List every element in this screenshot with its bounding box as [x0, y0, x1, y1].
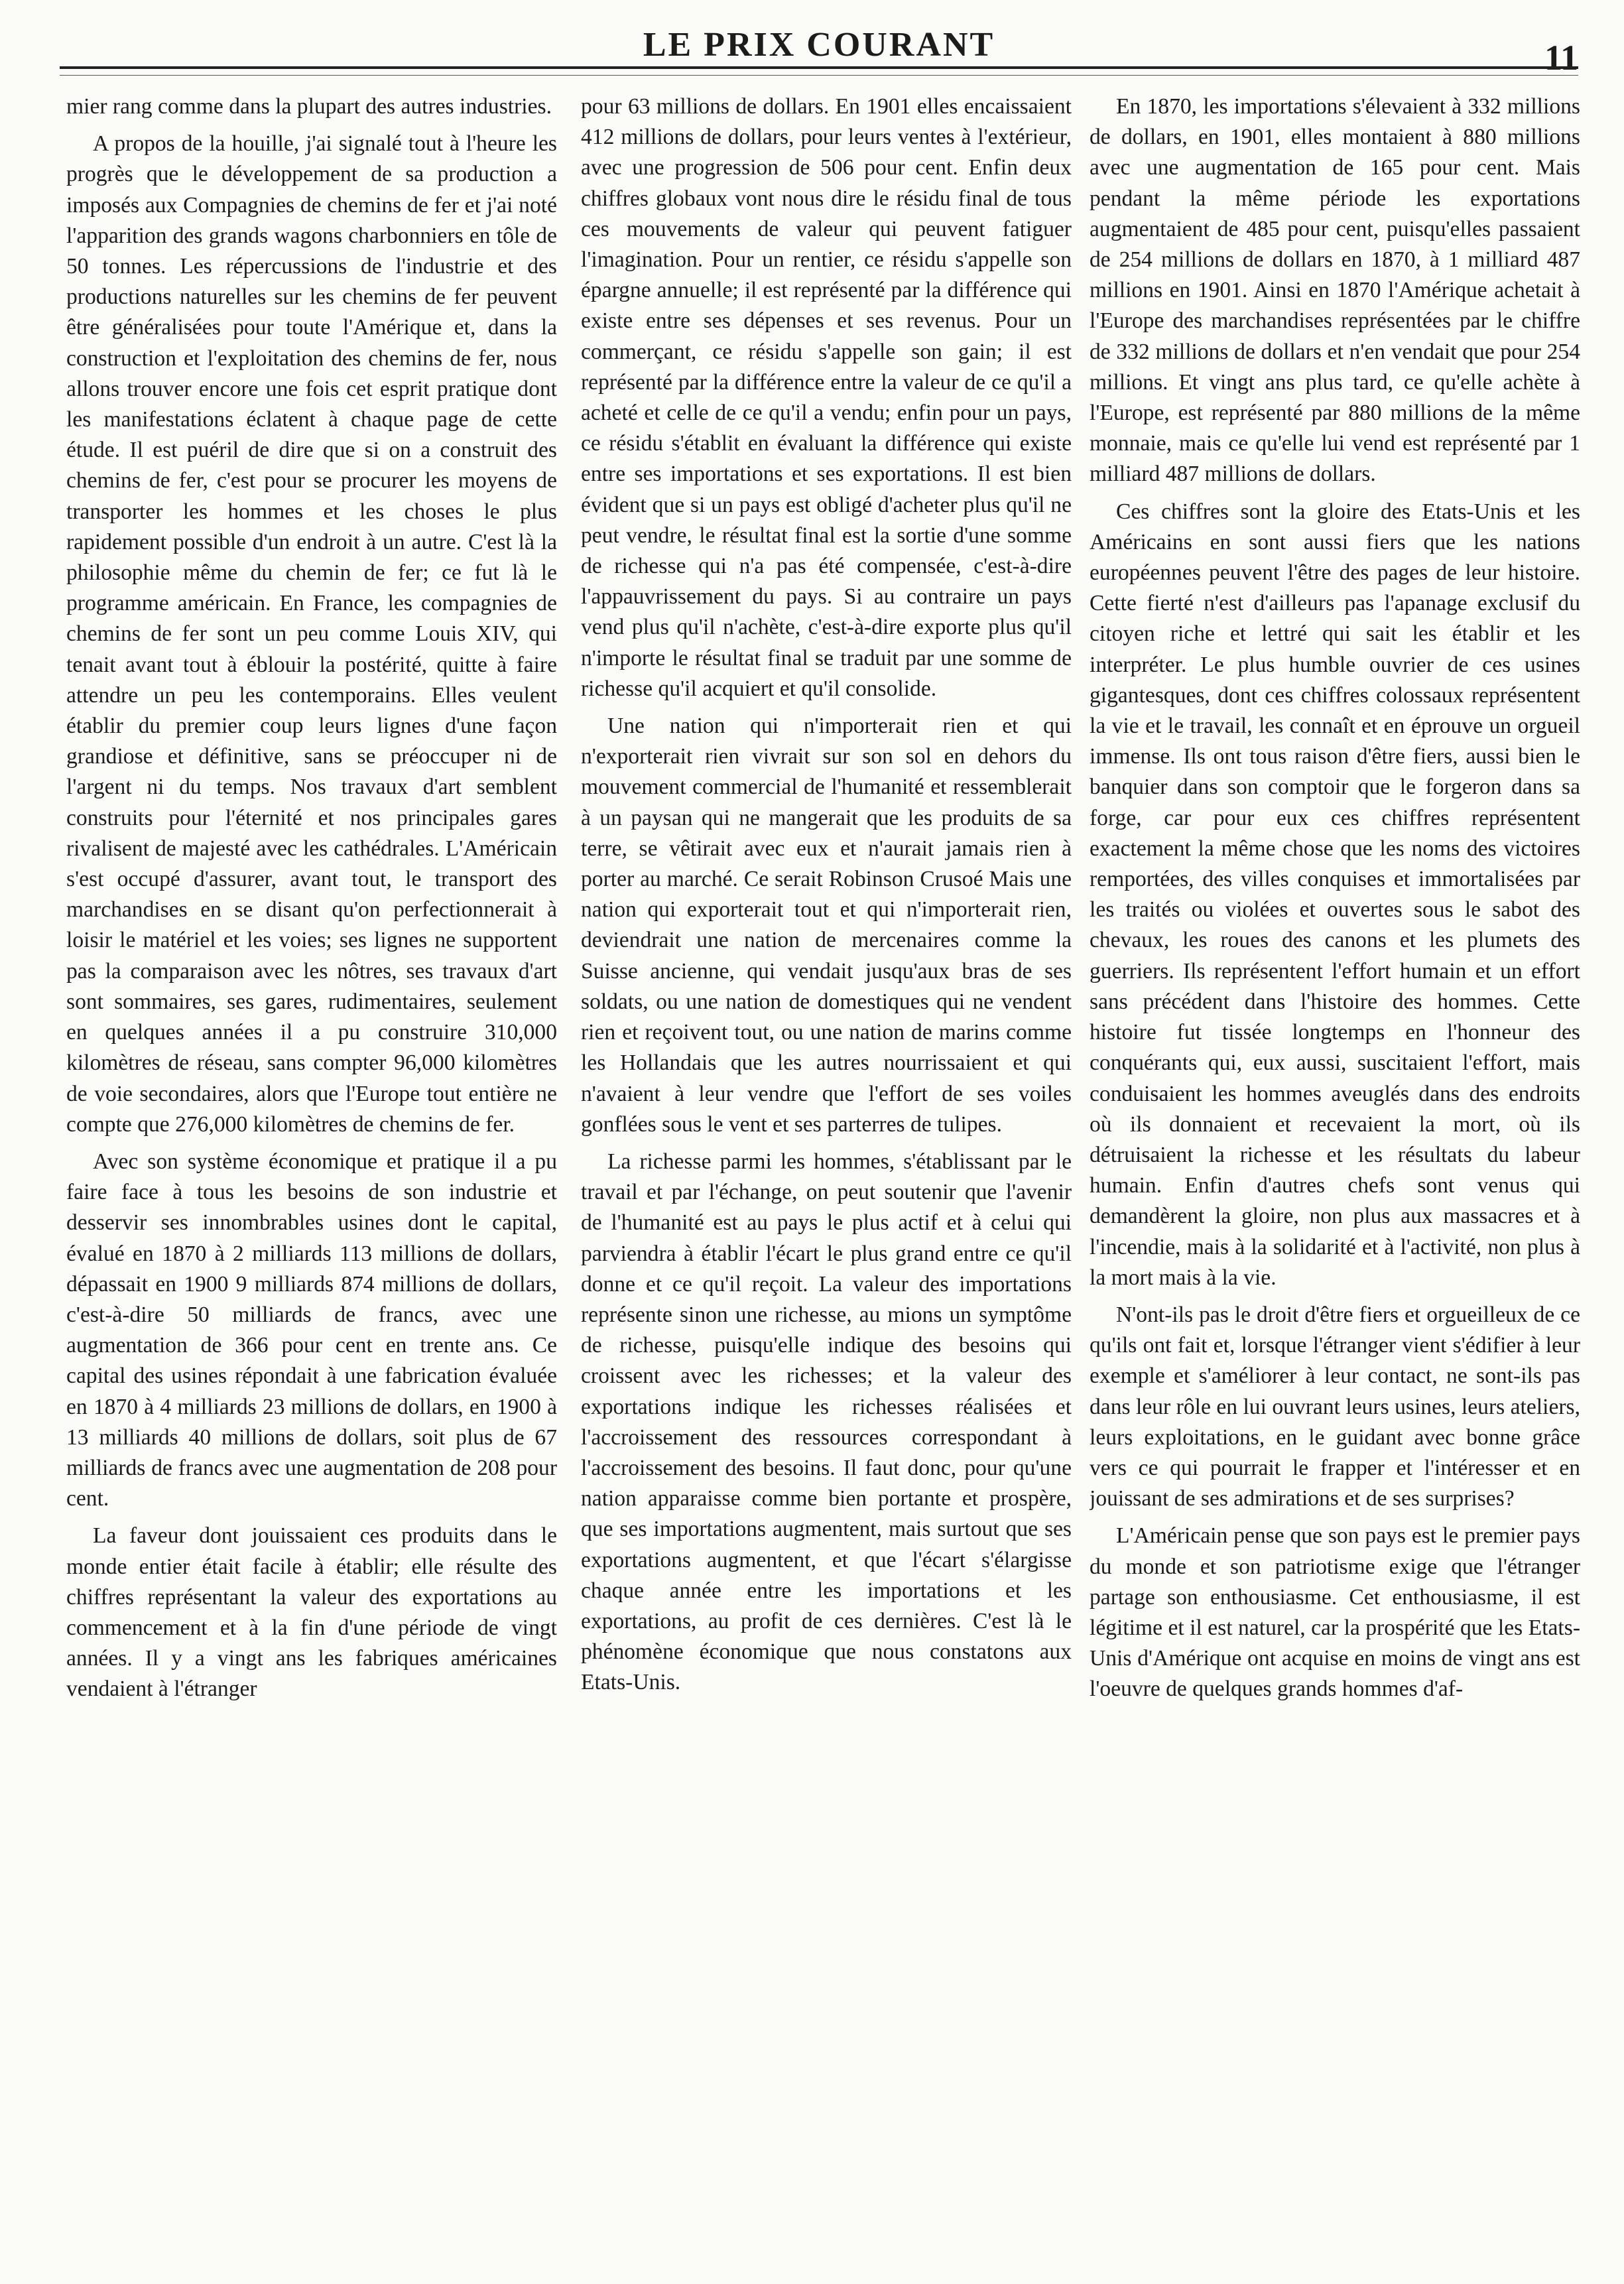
paragraph: L'Américain pense que son pays est le premier pays du monde et son patriotisme exige que l'étranger partage son enthousiasme. Cet enthousiasme, il est légitime et il est naturel, car la prospérité que les Etats-Unis d'Amérique ont acquise en moins de vingt ans est l'oeuvre de quelques grands hommes d'af- [1090, 1523, 1580, 1702]
paragraph: Une nation qui n'importerait rien et qui n'exporterait rien vivrait sur son sol en dehors du mouvement commercial de l'humanité et ressemblerait à un paysan qui ne mangerait que les produits de sa terre, se vêtirait avec eux et n'aurait jamais rien à porter au marché. Ce serait Robinson Crusoé Mais une nation qui exporterait tout et qui n'importerait rien, deviendrait une nation de mercenaires comme la Suisse ancienne, qui vendait jusqu'aux bras de ses soldats, ou une nation de domestiques qui ne vendent rien et reçoivent tout, ou une nation de marins comme les Hollandais que les autres nourrissaient et qui n'avaient à leur vendre que l'effort de ses voiles gonflées sous le vent et ses parterres de tulipes. [581, 714, 1072, 1137]
header-rule [60, 66, 1578, 76]
paragraph: La richesse parmi les hommes, s'établissant par le travail et par l'échange, on peut soutenir que l'avenir de l'humanité est au pays le plus actif et à celui qui parviendra à établir l'écart le plus grand entre ce qu'il donne et ce qu'il reçoit. La valeur des importations représente sinon une richesse, au mions un symptôme de richesse, puisqu'elle indique des besoins qui croissent avec les richesses; et la valeur des exportations indique les richesses réalisées et l'accroissement des ressources correspondant à l'accroissement des besoins. Il faut donc, pour qu'une nation apparaisse comme bien portante et prospère, que ses importations augmentent, mais surtout que ses exportations augmentent, et que l'écart s'élargisse chaque année entre les importations et les exportations, au profit de ces dernières. C'est là le phénomène économique que nous constatons aux Etats-Unis. [581, 1149, 1072, 1695]
text-column-1 [66, 92, 557, 2253]
text-column-2 [581, 92, 1072, 2253]
page-header [60, 20, 1578, 78]
paragraph: A propos de la houille, j'ai signalé tout à l'heure les progrès que le développement de sa production a imposés aux Compagnies de chemins de fer et j'ai noté l'apparition des grands wagons charbonniers en tôle de 50 tonnes. Les répercussions de l'industrie et des productions naturelles sur les chemins de fer peuvent être généralisées pour toute l'Amérique et, dans la construction et l'exploitation des chemins de fer, nous allons trouver encore une fois cet esprit pratique dont les manifestations éclatent à chaque page de cette étude. Il est puéril de dire que si on a construit des chemins de fer, c'est pour se procurer les moyens de transporter les hommes et les choses le plus rapidement possible d'un endroit à un autre. C'est là la philosophie même du chemin de fer; ce fut là le programme américain. En France, les compagnies de chemins de fer sont un peu comme Louis XIV, qui tenait avant tout à éblouir la postérité, quitte à faire attendre un peu les contemporains. Elles veulent établir du premier coup leurs lignes d'une façon grandiose et définitive, sans se préoccuper ni de l'argent ni du temps. Nos travaux d'art semblent construits pour l'éternité et nos principales gares rivalisent de majesté avec les cathédrales. L'Américain s'est occupé d'assurer, avant tout, le transport des marchandises en se disant qu'on perfectionnerait à loisir le matériel et les voies; ses lignes ne supportent pas la comparaison avec les nôtres, ses travaux d'art sont sommaires, ses gares, rudimentaires, seulement en quelques années il a pu construire 310,000 kilomètres de réseau, sans compter 96,000 kilomètres de voie secondaires, alors que l'Europe tout entière ne compte que 276,000 kilomètres de chemins de fer. [66, 131, 557, 1137]
paragraph: En 1870, les importations s'élevaient à 332 millions de dollars, en 1901, elles montaient à 880 millions avec une augmentation de 165 pour cent. Mais pendant la même période les exportations augmentaient de 485 pour cent, puisqu'elles passaient de 254 millions de dollars en 1870, à 1 milliard 487 millions en 1901. Ainsi en 1870 l'Amérique achetait à l'Europe des marchandises représentées par le chiffre de 332 millions de dollars et n'en vendait que pour 254 millions. Et vingt ans plus tard, ce qu'elle achète à l'Europe, est représenté par 880 millions de la même monnaie, mais ce qu'elle lui vend est représenté par 1 milliard 487 millions de dollars. [1090, 94, 1580, 487]
paragraph: pour 63 millions de dollars. En 1901 elles encaissaient 412 millions de dollars, pour leurs ventes à l'extérieur, avec une progression de 506 pour cent. Enfin deux chiffres globaux vont nous dire le résidu final de tous ces mouvements de valeur qui peuvent fatiguer l'imagination. Pour un rentier, ce résidu s'appelle son épargne annuelle; il est représenté par la différence qui existe entre ses dépenses et ses revenus. Pour un commerçant, ce résidu s'appelle son gain; il est représenté par la différence entre la valeur de ce qu'il a acheté et celle de ce qu'il a vendu; enfin pour un pays, ce résidu s'établit en évaluant la différence qui existe entre ses importations et ses exportations. Il est bien évident que si un pays est obligé d'acheter plus qu'il ne peut vendre, le résultat final est la sortie d'une somme de richesse qui n'a pas été compensée, c'est-à-dire l'appauvrissement du pays. Si au contraire un pays vend plus qu'il n'achète, c'est-à-dire exporte plus qu'il n'importe le résultat final se traduit par une somme de richesse qu'il acquiert et qu'il consolide. [581, 94, 1072, 701]
paragraph: N'ont-ils pas le droit d'être fiers et orgueilleux de ce qu'ils ont fait et, lorsque l'étranger vient s'édifier à leur exemple et s'améliorer à leur contact, ne sont-ils pas dans leur rôle en lui ouvrant leurs usines, leurs ateliers, leurs exploitations, en le guidant avec bonne grâce vers ce qui pourrait le frapper et l'intéresser et en jouissant de ses admirations et de ses surprises? [1090, 1302, 1580, 1511]
paragraph: Ces chiffres sont la gloire des Etats-Unis et les Américains en sont aussi fiers que les nations européennes peuvent l'être des pages de leur histoire. Cette fierté n'est d'ailleurs pas l'apanage exclusif du citoyen riche et lettré qui sait les établir et les interpréter. Le plus humble ouvrier de ces usines gigantesques, dont ces chiffres colossaux représentent la vie et le travail, les connaît et en éprouve un orgueil immense. Ils ont tous raison d'être fiers, aussi bien le banquier dans son comptoir que le forgeron dans sa forge, car pour eux ces chiffres représentent exactement la même chose que les noms des victoires remportées, des villes conquises et immortalisées par les traités ou violées et ouvertes sous le sabot des chevaux, les roues des canons et les plumets des guerriers. Ils représentent l'effort humain et un effort sans précédent dans l'histoire des hommes. Cette histoire fut tissée longtemps en l'honneur des conquérants qui, eux aussi, suscitaient l'effort, mais conduisaient les hommes aveuglés dans des endroits où ils donnaient et recevaient la mort, où ils détruisaient la richesse et les résultats du labeur humain. Enfin d'autres chefs sont venus qui demandèrent la gloire, non plus aux massacres et à l'incendie, mais à la solidarité et à l'activité, non plus à la mort mais à la vie. [1090, 499, 1580, 1290]
paragraph: Avec son système économique et pratique il a pu faire face à tous les besoins de son industrie et desservir ses innombrables usines dont le capital, évalué en 1870 à 2 milliards 113 millions de dollars, dépassait en 1900 9 milliards 874 millions de dollars, c'est-à-dire 50 milliards de francs, avec une augmentation de 366 pour cent en trente ans. Ce capital des usines répondait à une fabrication évaluée en 1870 à 4 milliards 23 millions de dollars, en 1900 à 13 milliards 40 millions de dollars, soit plus de 67 milliards de francs avec une augmentation de 208 pour cent. [66, 1149, 557, 1511]
journal-title: LE PRIX COURANT [643, 26, 995, 64]
page-number: 11 [1544, 38, 1578, 78]
paragraph: mier rang comme dans la plupart des autres industries. [66, 94, 552, 119]
paragraph: La faveur dont jouissaient ces produits dans le monde entier était facile à établir; elle résulte des chiffres représentant la valeur des exportations au commencement et à la fin d'une période de vingt années. Il y a vingt ans les fabriques américaines vendaient à l'étranger [66, 1523, 557, 1702]
text-column-3 [1090, 92, 1580, 2253]
